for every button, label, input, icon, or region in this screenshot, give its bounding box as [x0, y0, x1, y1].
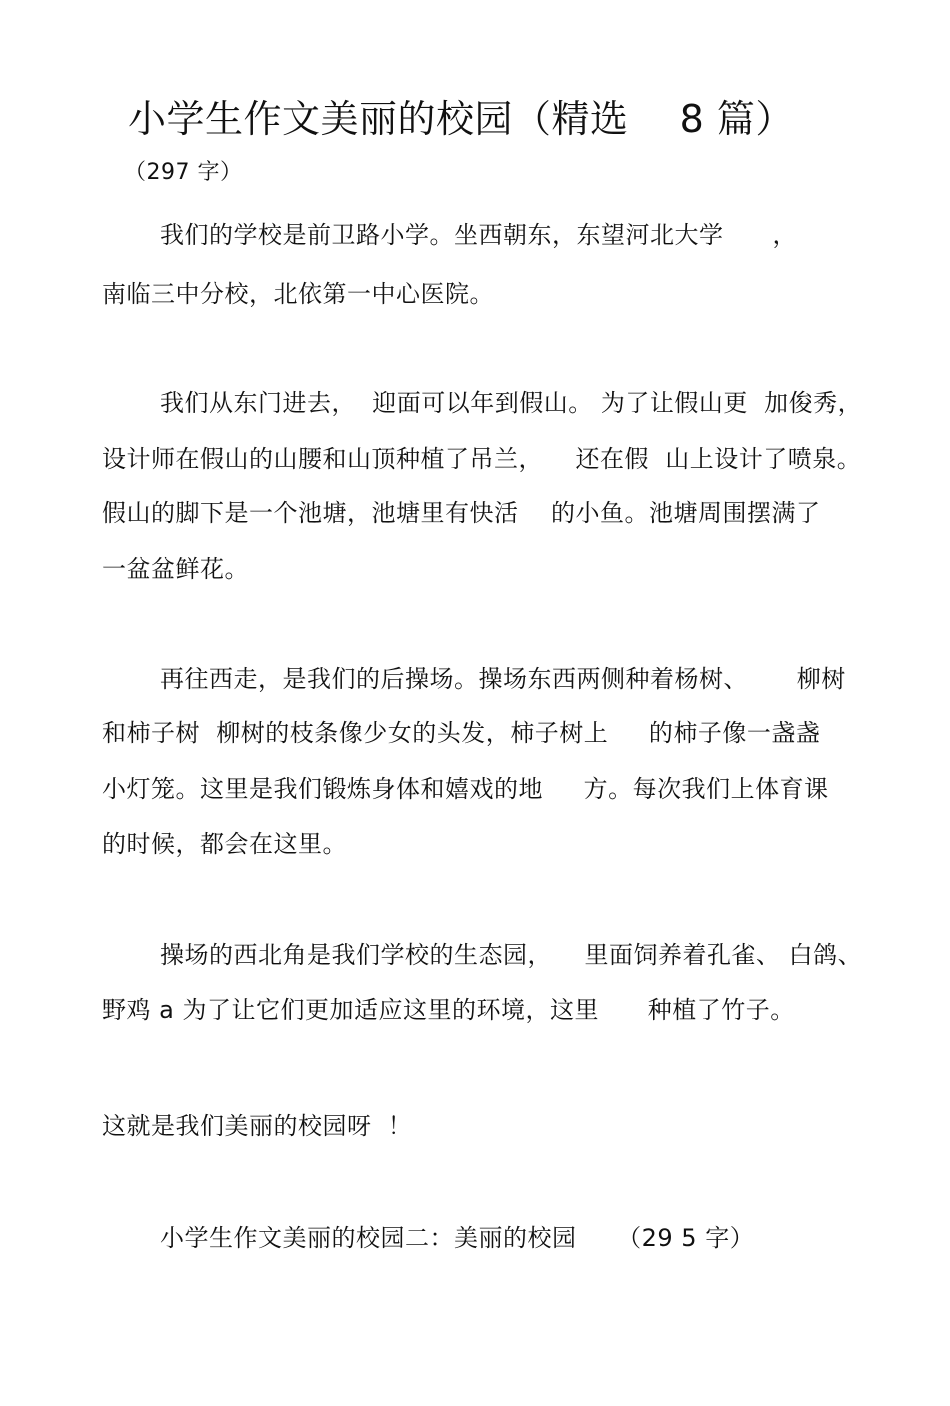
text-line: 小灯笼。这里是我们锻炼身体和嬉戏的地 方。每次我们上体育课: [102, 775, 829, 803]
section-heading: 小学生作文美丽的校园二：美丽的校园 （29 5 字）: [160, 1224, 755, 1252]
text-line: 操场的西北角是我们学校的生态园， 里面饲养着孔雀、 白鸽、: [160, 941, 863, 969]
text-line: 和柿子树 柳树的枝条像少女的头发，柿子树上 的柿子像一盏盏: [102, 719, 821, 747]
text-line: 这就是我们美丽的校园呀 ！: [102, 1112, 413, 1140]
text-line: 假山的脚下是一个池塘，池塘里有快活 的小鱼。池塘周围摆满了: [102, 499, 821, 527]
text-line: 野鸡 a 为了让它们更加适应这里的环境，这里 种植了竹子。: [102, 996, 795, 1024]
text-line: 我们的学校是前卫路小学。坐西朝东，东望河北大学 ，: [160, 221, 797, 249]
text-line: 的时候，都会在这里。: [102, 830, 347, 858]
text-line: 我们从东门进去， 迎面可以年到假山。 为了让假山更 加俊秀，: [160, 389, 863, 417]
text-line: 再往西走，是我们的后操场。操场东西两侧种着杨树、 柳树: [160, 665, 846, 693]
text-line: 设计师在假山的山腰和山顶种植了吊兰， 还在假 山上设计了喷泉。: [102, 445, 862, 473]
document-subtitle: （297 字）: [124, 160, 243, 185]
text-line: 一盆盆鲜花。: [102, 555, 249, 583]
document-title: 小学生作文美丽的校园（精选 8 篇）: [128, 97, 794, 141]
text-line: 南临三中分校，北依第一中心医院。: [102, 280, 494, 308]
